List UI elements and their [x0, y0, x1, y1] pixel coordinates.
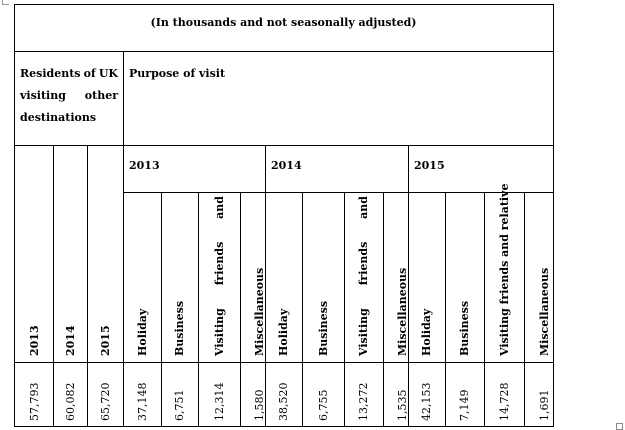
year-bottom-rule: [123, 192, 553, 193]
table-border-right: [553, 4, 554, 427]
col-divider: [240, 192, 241, 427]
category-visiting-word: friends: [213, 241, 226, 286]
purpose-header: Purpose of visit: [129, 67, 226, 80]
value-misc-2014: 1,535: [396, 389, 409, 421]
top-left-corner-mark: [2, 0, 9, 5]
value-residents-2015: 65,720: [99, 382, 112, 421]
category-visiting-2014: [357, 196, 370, 356]
col-divider: [344, 192, 345, 427]
header-bottom-rule: [14, 145, 553, 146]
col-divider: [383, 192, 384, 427]
table-border-bottom: [14, 426, 553, 427]
category-business-2014: Business: [317, 300, 330, 356]
residents-header-word: Residents: [20, 67, 81, 80]
category-business-2015: Business: [458, 300, 471, 356]
residents-col-divider-1: [53, 145, 54, 427]
residents-year-2015: 2015: [99, 325, 112, 356]
value-business-2014: 6,755: [317, 389, 330, 421]
category-visiting-word: Visiting: [357, 308, 370, 356]
category-bottom-rule: [14, 362, 553, 363]
category-holiday-2013: Holiday: [136, 308, 149, 356]
col-divider: [524, 192, 525, 427]
table-border-left: [14, 4, 15, 427]
value-business-2013: 6,751: [173, 389, 186, 421]
value-residents-2014: 60,082: [64, 382, 77, 421]
residents-header-word: other: [84, 89, 118, 102]
col-divider: [198, 192, 199, 427]
residents-header-word: visiting: [20, 89, 66, 102]
residents-col-divider-2: [87, 145, 88, 427]
value-visiting-2015: 14,728: [498, 382, 511, 421]
value-holiday-2013: 37,148: [136, 382, 149, 421]
residents-header-word: of: [83, 67, 96, 80]
value-holiday-2014: 38,520: [277, 382, 290, 421]
purpose-year-2013: 2013: [129, 159, 160, 172]
category-visiting-word: and: [213, 196, 226, 219]
residents-header-line-1: [20, 67, 118, 80]
value-business-2015: 7,149: [458, 389, 471, 421]
category-visiting-word: Visiting: [213, 308, 226, 356]
category-visiting-2015: Visiting friends and relative: [498, 183, 511, 356]
residents-header-line-3: destinations: [20, 111, 97, 124]
value-misc-2015: 1,691: [538, 389, 551, 421]
value-visiting-2014: 13,272: [357, 382, 370, 421]
category-holiday-2014: Holiday: [277, 308, 290, 356]
value-visiting-2013: 12,314: [213, 382, 226, 421]
category-visiting-word: friends: [357, 241, 370, 286]
value-misc-2013: 1,580: [253, 389, 266, 421]
category-holiday-2015: Holiday: [420, 308, 433, 356]
residents-year-2013: 2013: [28, 325, 41, 356]
residents-header-word: UK: [98, 67, 118, 80]
col-divider: [484, 192, 485, 427]
residents-header-line-2: [20, 89, 118, 102]
purpose-year-2014: 2014: [271, 159, 302, 172]
category-visiting-word: and: [357, 196, 370, 219]
residents-purpose-divider: [123, 51, 124, 427]
resize-handle[interactable]: [616, 423, 623, 430]
value-residents-2013: 57,793: [28, 382, 41, 421]
table-caption: (In thousands and not seasonally adjusted): [150, 16, 417, 29]
category-business-2013: Business: [173, 300, 186, 356]
category-misc-2015: Miscellaneous: [538, 267, 551, 356]
caption-bottom-rule: [14, 51, 553, 52]
purpose-year-2015: 2015: [414, 159, 445, 172]
residents-year-2014: 2014: [64, 325, 77, 356]
col-divider: [302, 192, 303, 427]
category-misc-2014: Miscellaneous: [396, 267, 409, 356]
col-divider: [445, 192, 446, 427]
col-divider: [161, 192, 162, 427]
category-visiting-2013: [213, 196, 226, 356]
value-holiday-2015: 42,153: [420, 382, 433, 421]
table-border-top: [14, 4, 553, 5]
category-misc-2013: Miscellaneous: [253, 267, 266, 356]
